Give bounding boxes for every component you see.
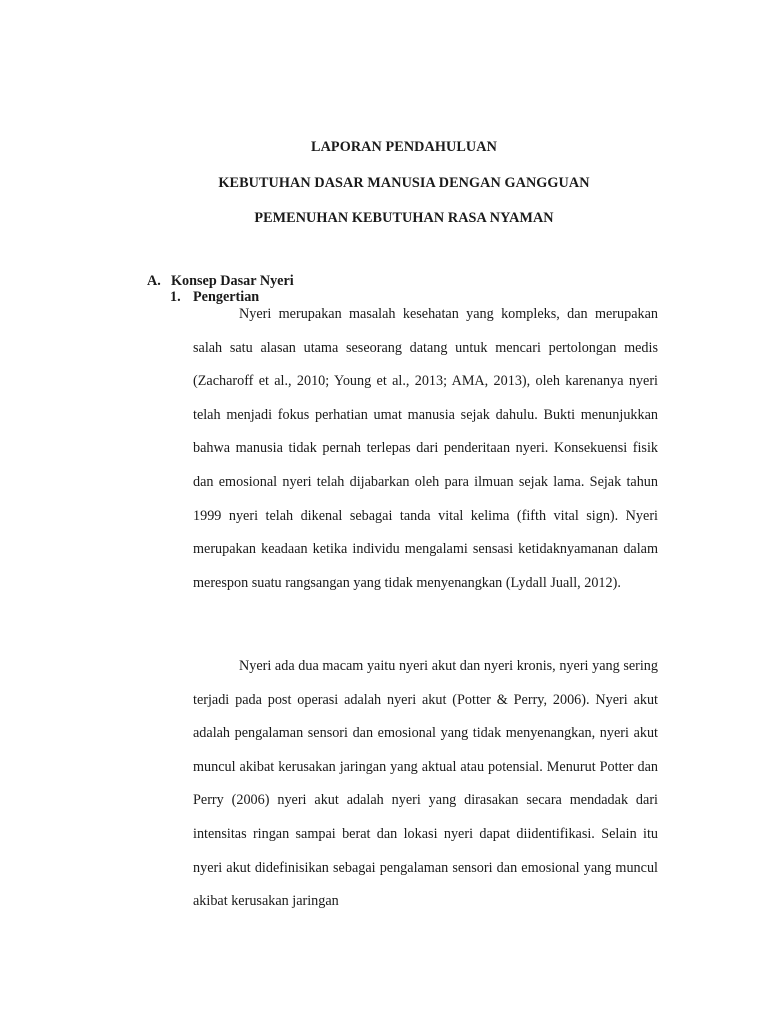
title-line-3: PEMENUHAN KEBUTUHAN RASA NYAMAN [254,210,554,226]
title-line-2: KEBUTUHAN DASAR MANUSIA DENGAN GANGGUAN [218,174,590,191]
section-title: Konsep Dasar Nyeri [171,273,294,289]
document-title [0,137,768,244]
section-marker: A. [147,273,161,289]
paragraph-2: Nyeri ada dua macam yaitu nyeri akut dan nyeri kronis, nyeri yang sering terjadi pada post operasi adalah nyeri akut (Potter & Perry, 2006). Nyeri akut adalah pengalaman sensori dan emosional yang tidak menyenangkan, nyeri akut muncul akibat kerusakan jaringan yang aktual atau potensial. Menurut Potter dan Perry (2006) nyeri akut adalah nyeri yang dirasakan secara mendadak dari intensitas ringan sampai berat dan lokasi nyeri dapat diidentifikasi. Selain itu nyeri akut didefinisikan sebagai pengalaman sensori dan emosional yang muncul akibat kerusakan jaringan [193,658,658,910]
paragraph-1: Nyeri merupakan masalah kesehatan yang kompleks, dan merupakan salah satu alasan utama seseorang datang untuk mencari pertolongan medis (Zacharoff et al., 2010; Young et al., 2013; AMA, 2013), oleh karenanya nyeri telah menjadi fokus perhatian umat manusia sejak dahulu. Bukti menunjukkan bahwa manusia tidak pernah terlepas dari penderitaan nyeri. Konsekuensi fisik dan emosional nyeri telah dijabarkan oleh para ilmuan sejak lama. Sejak tahun 1999 nyeri telah dikenal sebagai tanda vital kelima (fifth vital sign). Nyeri merupakan keadaan ketika individu mengalami sensasi ketidaknyamanan dalam merespon suatu rangsangan yang tidak menyenangkan (Lydall Juall, 2012). [193,306,658,591]
subsection-marker: 1. [170,289,181,305]
subsection-title: Pengertian [193,289,260,305]
title-line-1: LAPORAN PENDAHULUAN [311,139,497,155]
